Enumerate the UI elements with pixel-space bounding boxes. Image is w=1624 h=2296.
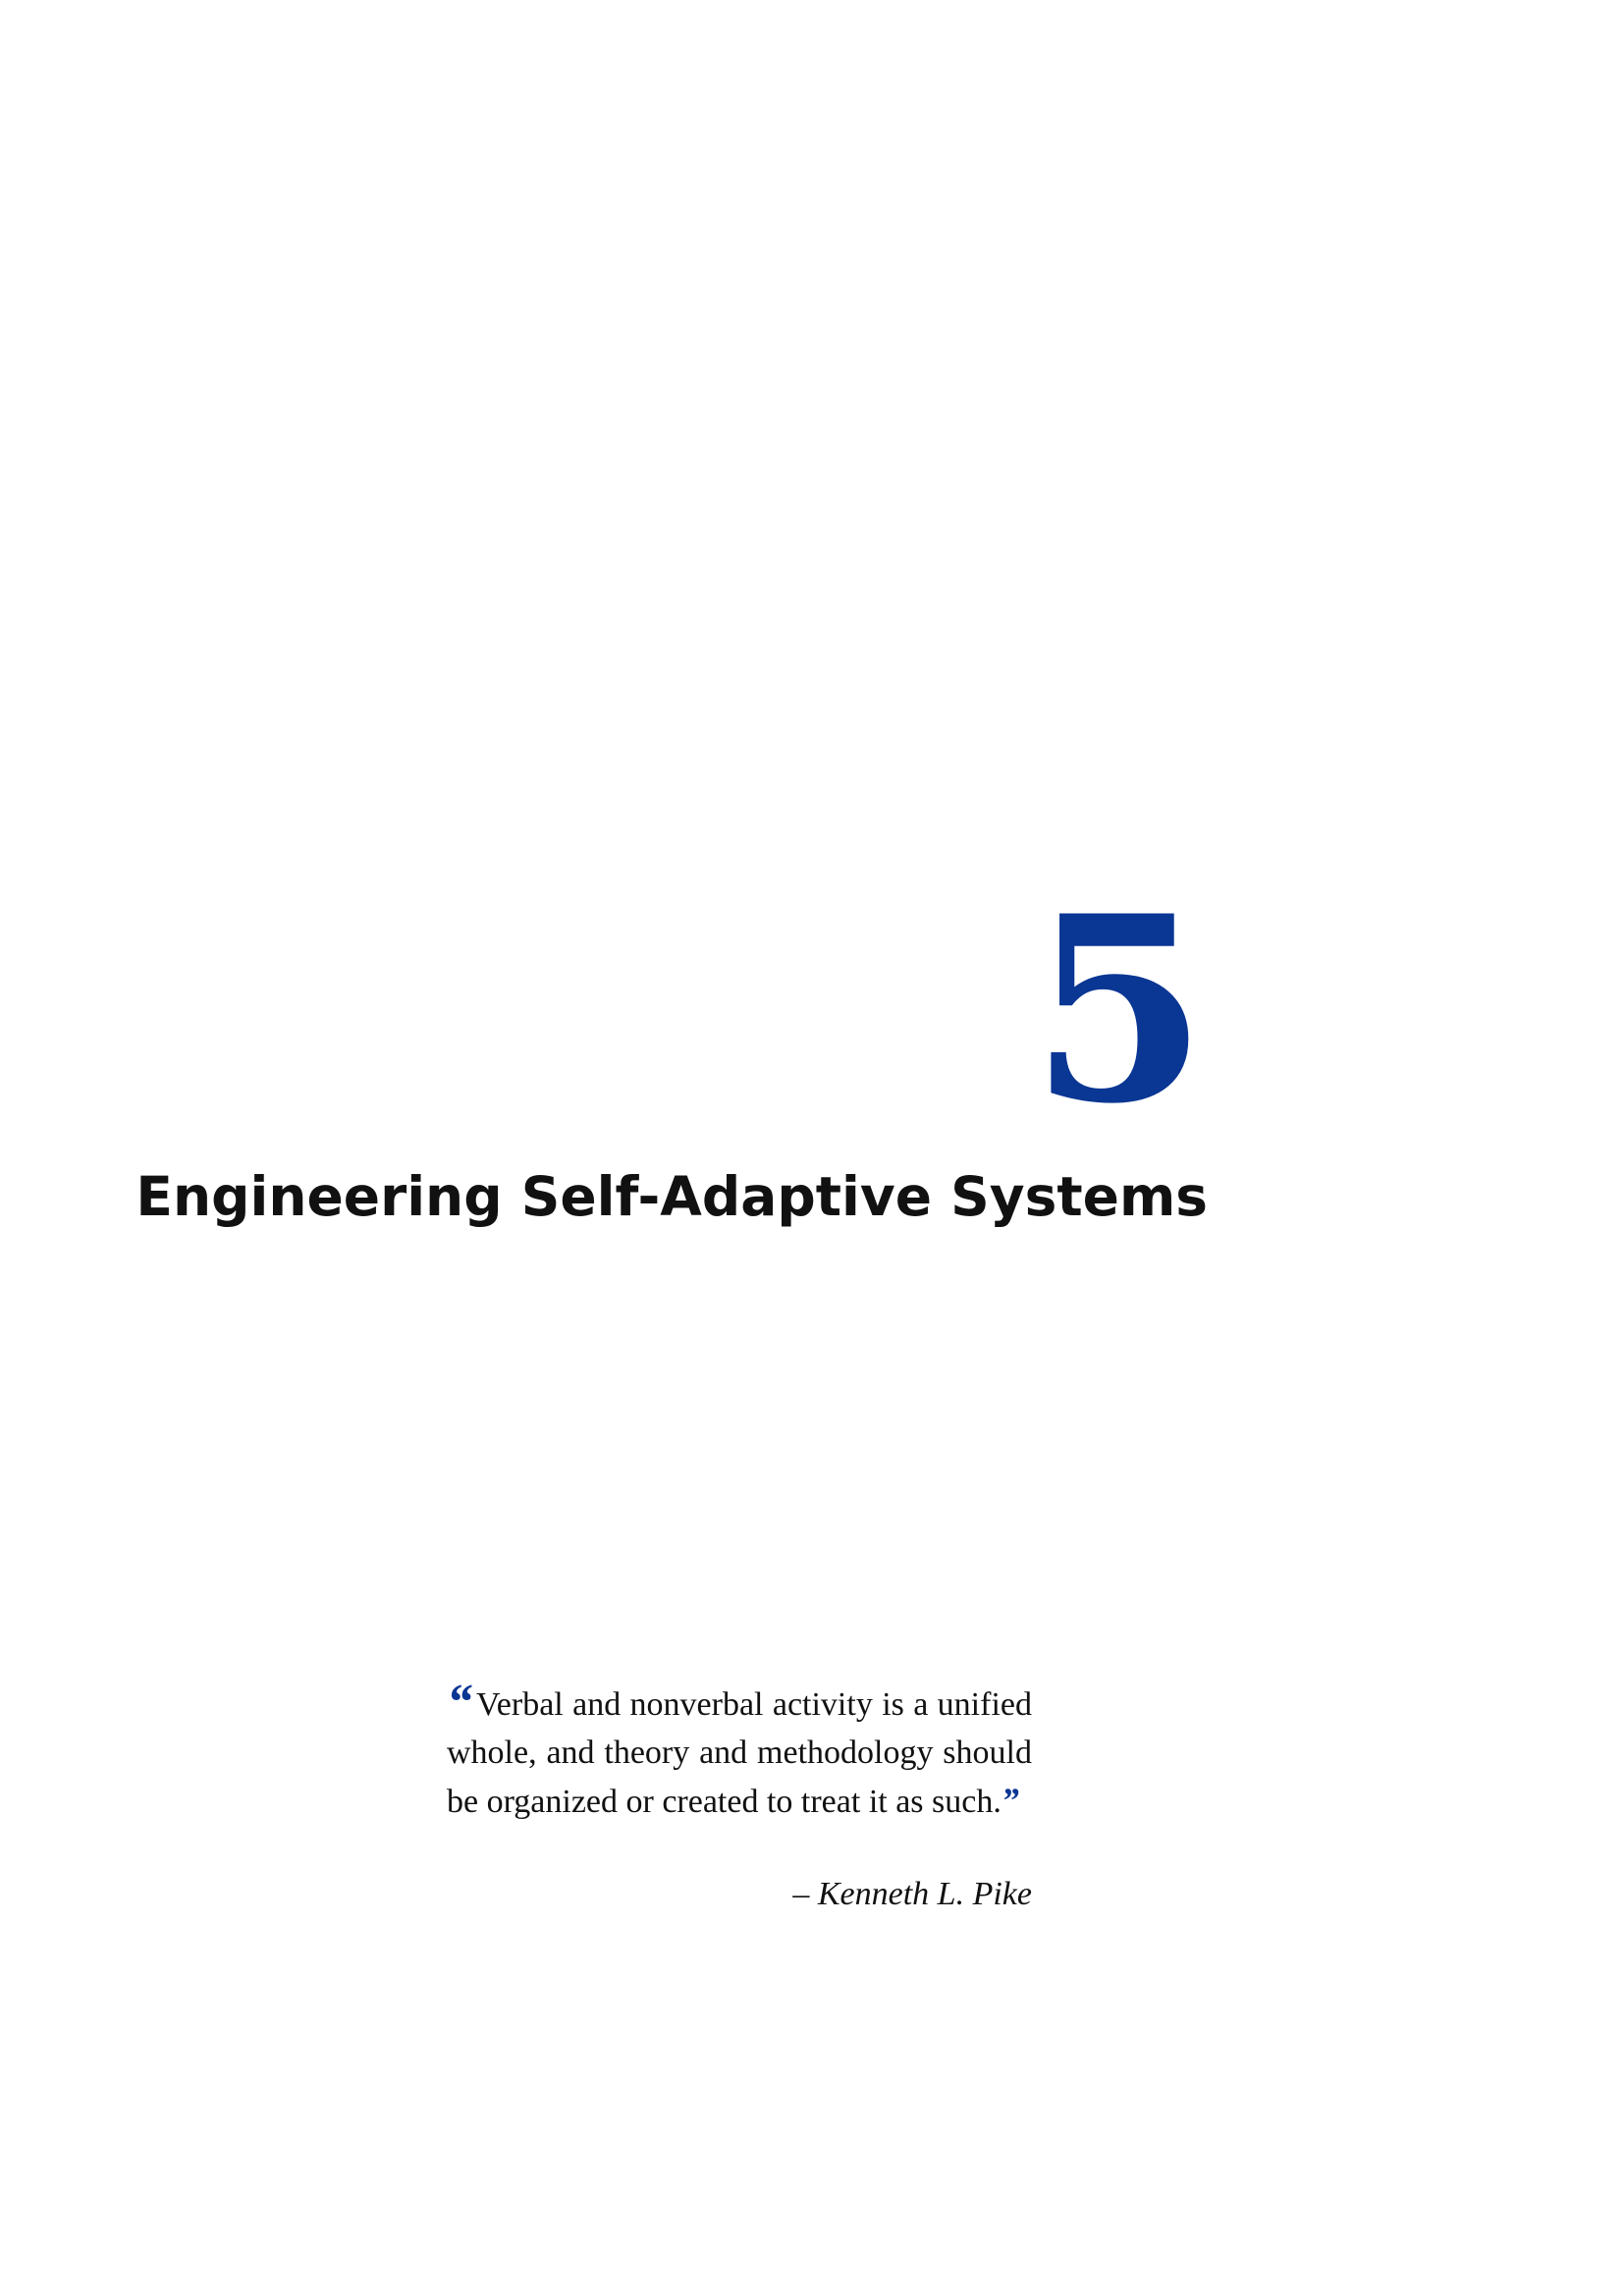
epigraph-text: Verbal and nonverbal activity is a unified whole, and theory and methodology should be organized or created to treat it as such. <box>447 1686 1032 1820</box>
chapter-number: 5 <box>1030 861 1208 1160</box>
chapter-title: Engineering Self-Adaptive Systems <box>135 1165 1208 1228</box>
open-quote-mark: “ <box>447 1675 472 1731</box>
epigraph <box>447 1675 1032 1918</box>
epigraph-quote <box>447 1675 1032 1826</box>
close-quote-mark: ” <box>1001 1781 1019 1820</box>
epigraph-attribution: – Kenneth L. Pike <box>792 1876 1032 1912</box>
